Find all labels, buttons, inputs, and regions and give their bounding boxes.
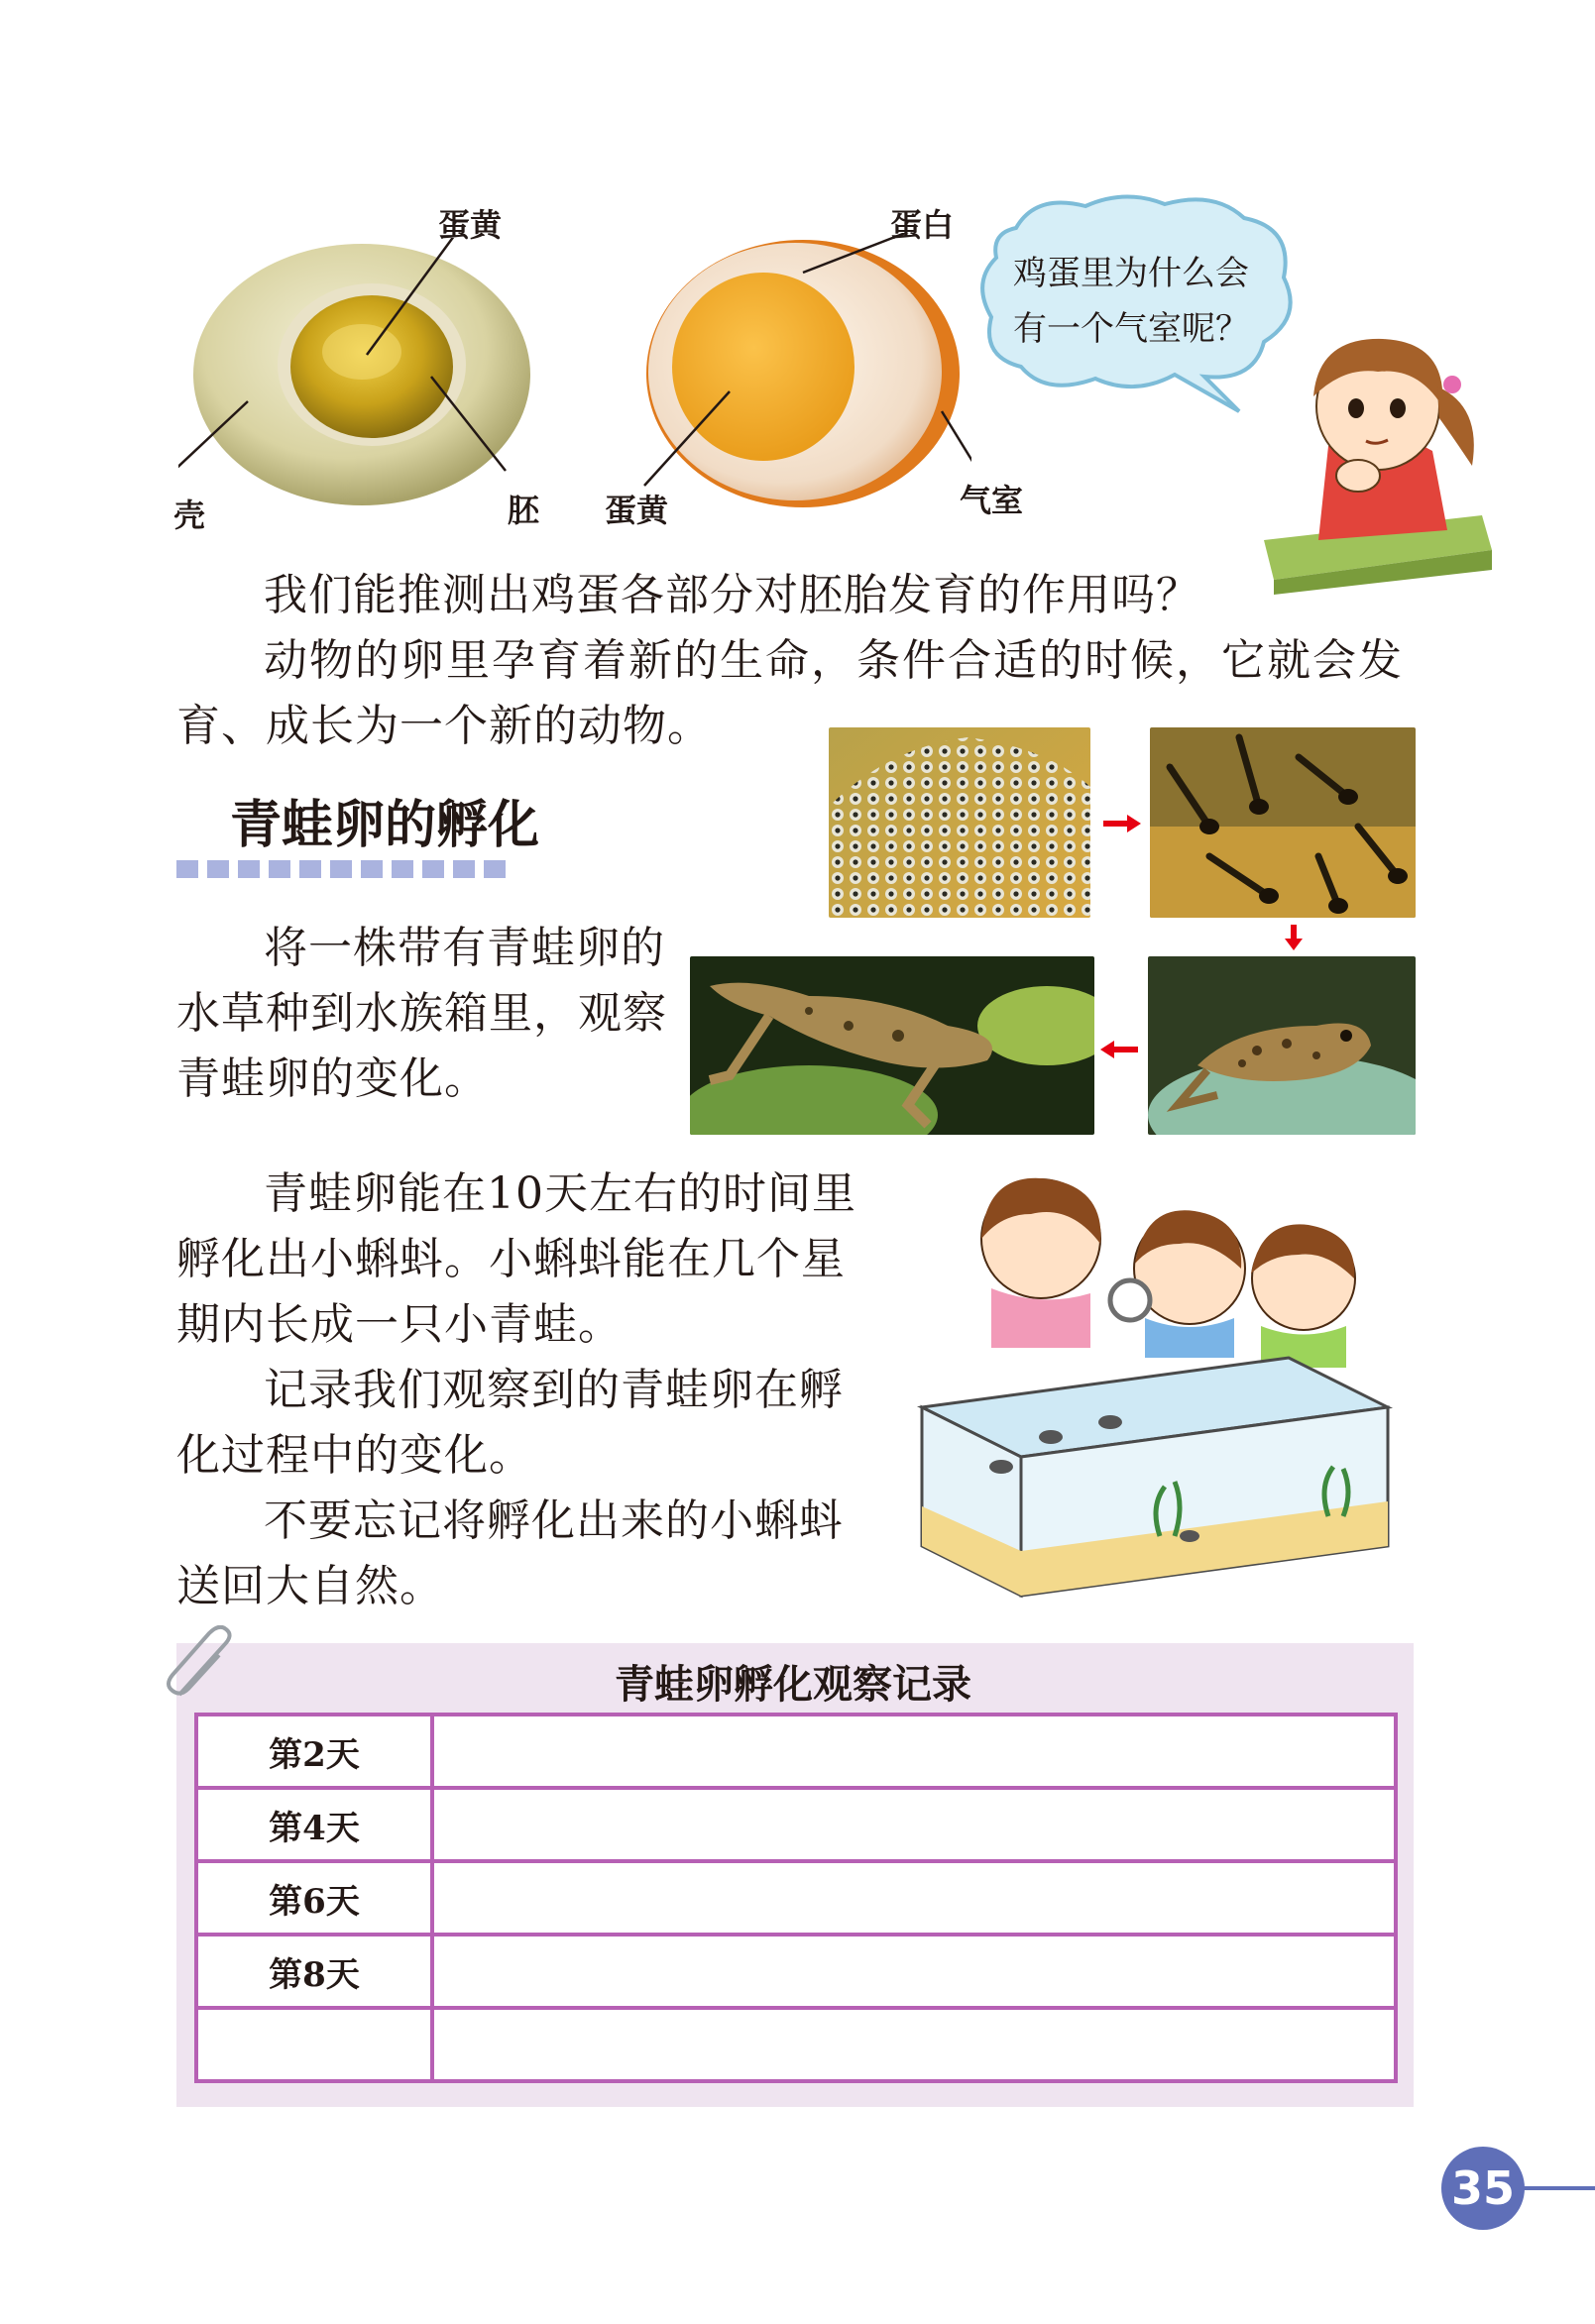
record-note-cell[interactable]	[432, 1935, 1396, 2008]
table-row	[196, 1861, 1396, 1935]
record-note-cell[interactable]	[432, 2008, 1396, 2081]
body-paragraph-1-line-2: 孵化出小蝌蚪。小蝌蚪能在几个星	[176, 1234, 846, 1284]
arrow-right-icon	[1103, 815, 1141, 836]
table-row	[196, 1715, 1396, 1788]
speech-bubble-line1: 鸡蛋里为什么会	[1013, 254, 1249, 293]
body-paragraph-2-line-2: 化过程中的变化。	[176, 1430, 533, 1481]
body-paragraph-3-line-2: 送回大自然。	[176, 1561, 444, 1611]
table-row	[196, 2008, 1396, 2081]
table-row	[196, 1935, 1396, 2008]
speech-bubble-line2: 有一个气室呢？	[1013, 309, 1249, 349]
record-title: 青蛙卵孵化观察记录	[615, 1662, 971, 1708]
adult-frog-photo	[690, 956, 1094, 1135]
section-title-underline	[176, 860, 506, 878]
table-row	[196, 1788, 1396, 1861]
body-paragraph-3-line-1: 不要忘记将孵化出来的小蝌蚪	[264, 1495, 844, 1546]
observation-record-table	[194, 1713, 1398, 2083]
raw-egg-shell-label: 壳	[173, 497, 206, 534]
intro-paragraph-2-line-1: 动物的卵里孕育着新的生命，条件合适的时候，它就会发	[264, 635, 1404, 686]
boiled-egg-yolk-label: 蛋黄	[605, 492, 669, 529]
body-paragraph-1-line-3: 期内长成一只小青蛙。	[176, 1299, 623, 1350]
intro-paragraph-1: 我们能推测出鸡蛋各部分对胚胎发育的作用吗？	[264, 570, 1200, 620]
record-note-cell[interactable]	[432, 1861, 1396, 1935]
record-note-cell[interactable]	[432, 1715, 1396, 1788]
record-note-cell[interactable]	[432, 1788, 1396, 1861]
young-frog-photo	[1148, 956, 1416, 1135]
raw-egg-illustration	[178, 238, 535, 515]
arrow-left-icon	[1100, 1041, 1138, 1062]
boiled-egg-illustration	[634, 233, 971, 515]
tadpoles-photo	[1150, 727, 1416, 918]
page-number-rule	[1517, 2186, 1595, 2190]
children-aquarium-illustration	[892, 1160, 1408, 1625]
frog-eggs-photo	[829, 727, 1090, 918]
boiled-egg-air-cell-label: 气室	[960, 482, 1024, 519]
record-day-cell: 第6天	[196, 1861, 432, 1935]
raw-egg-yolk-label: 蛋黄	[438, 206, 503, 244]
section-title: 青蛙卵的孵化	[230, 796, 540, 855]
thinking-girl-illustration	[1249, 327, 1507, 595]
boiled-egg-white-label: 蛋白	[890, 206, 955, 244]
body-paragraph-1-line-1: 青蛙卵能在10天左右的时间里	[264, 1168, 856, 1219]
record-day-cell: 第2天	[196, 1715, 432, 1788]
page-number: 35	[1441, 2147, 1525, 2230]
instruction-line-1: 将一株带有青蛙卵的	[264, 923, 665, 973]
record-day-cell: 第4天	[196, 1788, 432, 1861]
raw-egg-embryo-label: 胚	[508, 492, 540, 529]
record-day-cell	[196, 2008, 432, 2081]
instruction-line-2: 水草种到水族箱里，观察	[176, 988, 667, 1039]
record-day-cell: 第8天	[196, 1935, 432, 2008]
paperclip-icon	[165, 1625, 244, 1709]
instruction-line-3: 青蛙卵的变化。	[176, 1053, 489, 1104]
intro-paragraph-2-line-2: 育、成长为一个新的动物。	[176, 701, 712, 751]
arrow-down-icon	[1285, 925, 1303, 954]
body-paragraph-2-line-1: 记录我们观察到的青蛙卵在孵	[264, 1365, 844, 1415]
